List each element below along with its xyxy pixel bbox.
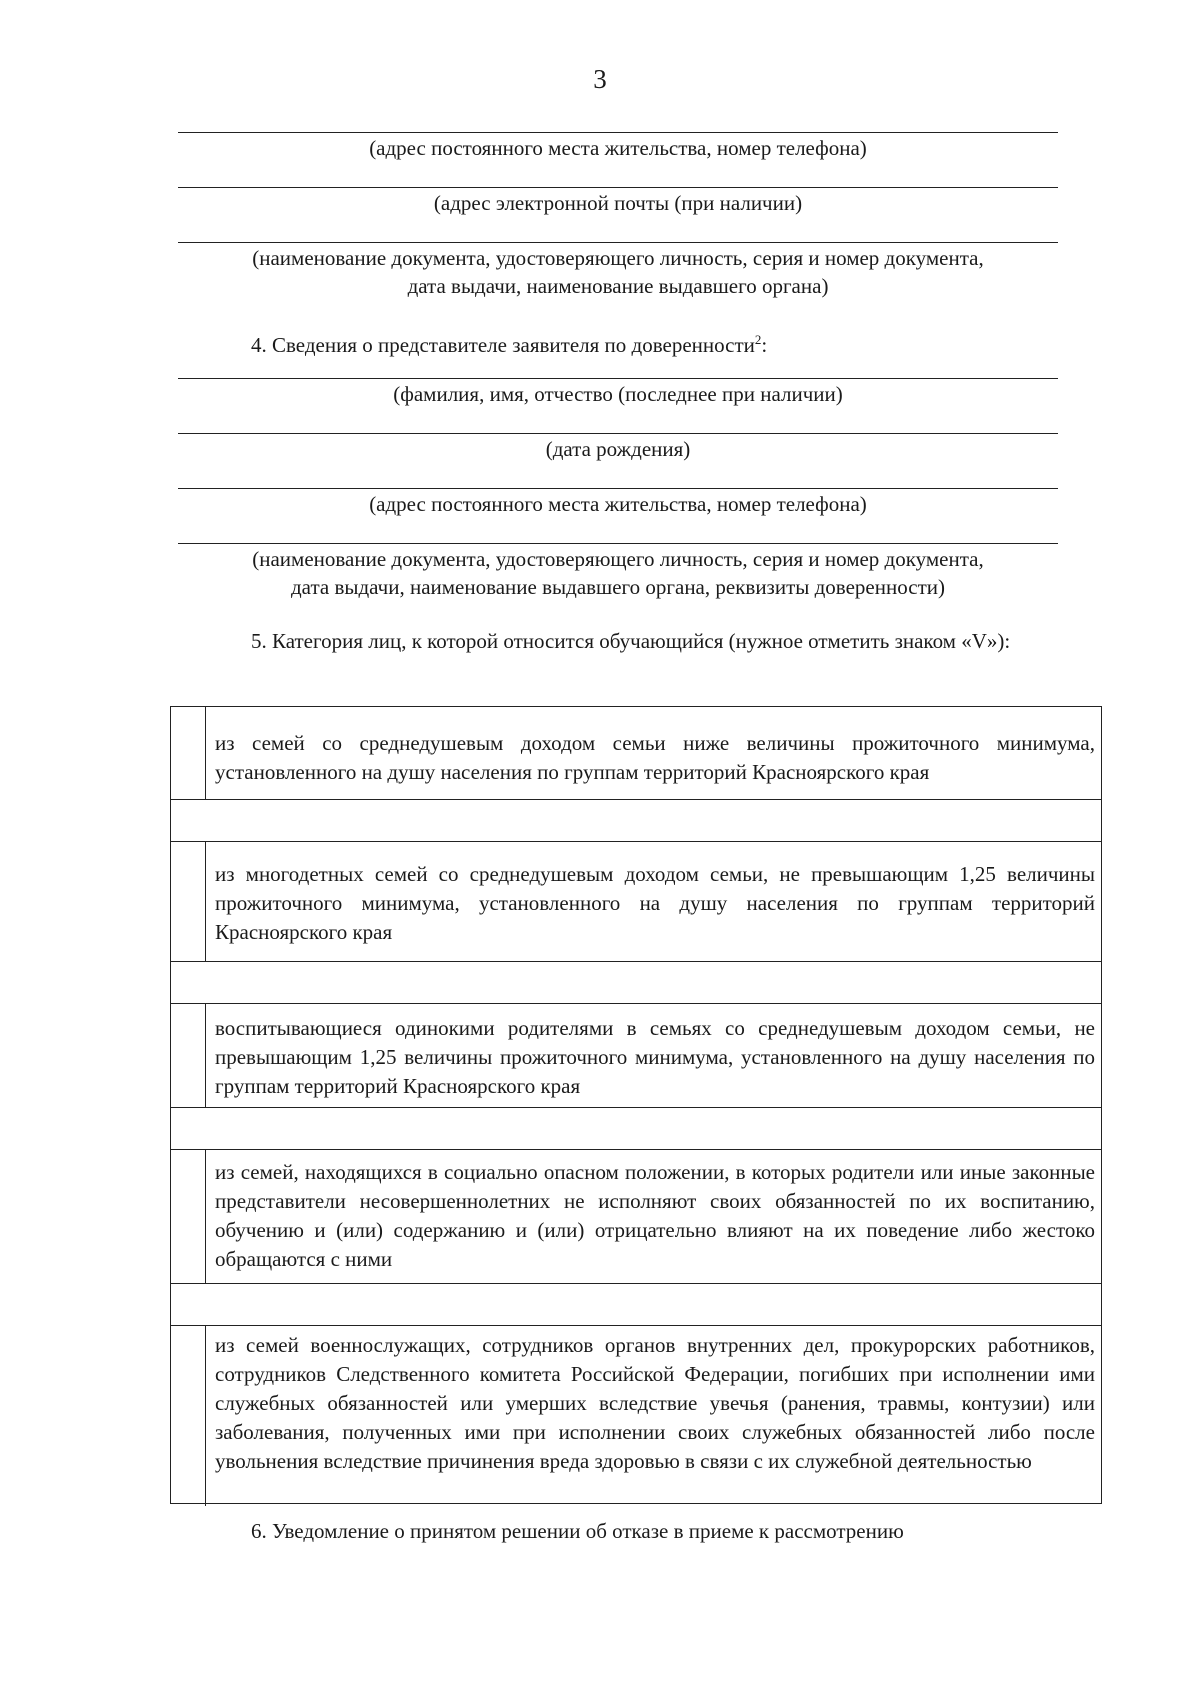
email-field-line [178,187,1058,188]
section-4-heading-text: 4. Сведения о представителе заявителя по доверенности [251,333,755,357]
email-caption: (адрес электронной почты (при наличии) [433,191,803,215]
section-4-heading [251,325,767,360]
section-5-heading: 5. Категория лиц, к которой относится обучающийся (нужное отметить знаком «V»): [251,629,1011,653]
representative-birth-caption: (дата рождения) [545,437,691,461]
category-text: из семей военнослужащих, сотрудников органов внутренних дел, прокурорских работников, сотрудников Следственного комитета Российской Федерации, погибших при исполнении ими служебных обязанностей или умерших вследствие увечья (ранения, травмы, контузии) или заболевания, полученных ими при исполнении своих служебных обязанностей либо после увольнения вследствие причинения вреда здоровью в связи с их служебной деятельностью [215,1333,1095,1473]
category-row [171,841,1101,962]
category-text: воспитывающиеся одинокими родителями в семьях со среднедушевым доходом семьи, не превышающим 1,25 величины прожиточного минимума, установленного на душу населения по группам территорий Красноярского края [215,1016,1095,1098]
category-row [171,707,1101,799]
page-number: 3 [593,64,607,94]
id-document-caption-line1: (наименование документа, удостоверяющего личность, серия и номер документа, [252,246,984,270]
category-spacer-row [171,799,1101,842]
representative-document-caption-line2: дата выдачи, наименование выдавшего органа, реквизиты доверенности) [291,575,945,599]
category-text: из семей со среднедушевым доходом семьи ниже величины прожиточного минимума, установленного на душу населения по группам территорий Красноярского края [215,731,1095,784]
category-row [171,1149,1101,1284]
representative-document-line [178,543,1058,544]
id-document-caption-line2: дата выдачи, наименование выдавшего органа) [407,274,829,298]
category-spacer-row [171,961,1101,1004]
category-row [171,1003,1101,1108]
representative-address-line [178,488,1058,489]
representative-document-caption-line1: (наименование документа, удостоверяющего личность, серия и номер документа, [252,547,984,571]
representative-name-caption: (фамилия, имя, отчество (последнее при наличии) [393,382,843,406]
id-document-field-line [178,242,1058,243]
representative-address-caption: (адрес постоянного места жительства, номер телефона) [369,492,867,516]
representative-name-line [178,378,1058,379]
category-text: из семей, находящихся в социально опасном положении, в которых родители или иные законные представители несовершеннолетних не исполняют своих обязанностей по их воспитанию, обучению и (или) содержанию и (или) отрицательно влияют на их поведение либо жестоко обращаются с ними [215,1160,1095,1271]
category-row [171,1325,1101,1506]
category-checkbox[interactable] [171,1150,206,1284]
footnote-mark: 2 [754,332,762,347]
category-checkbox[interactable] [171,1326,206,1506]
section-6-heading: 6. Уведомление о принятом решении об отказе в приеме к рассмотрению [251,1519,904,1543]
category-table [170,706,1102,1504]
category-text: из многодетных семей со среднедушевым доходом семьи, не превышающим 1,25 величины прожиточного минимума, установленного на душу населения по группам территорий Красноярского края [215,862,1095,944]
section-4-heading-end: : [761,333,768,357]
address-field-line [178,132,1058,133]
category-checkbox[interactable] [171,842,206,962]
address-caption: (адрес постоянного места жительства, номер телефона) [369,136,867,160]
representative-birth-line [178,433,1058,434]
category-checkbox[interactable] [171,1004,206,1108]
category-checkbox[interactable] [171,707,206,799]
category-spacer-row [171,1107,1101,1150]
category-spacer-row [171,1283,1101,1326]
